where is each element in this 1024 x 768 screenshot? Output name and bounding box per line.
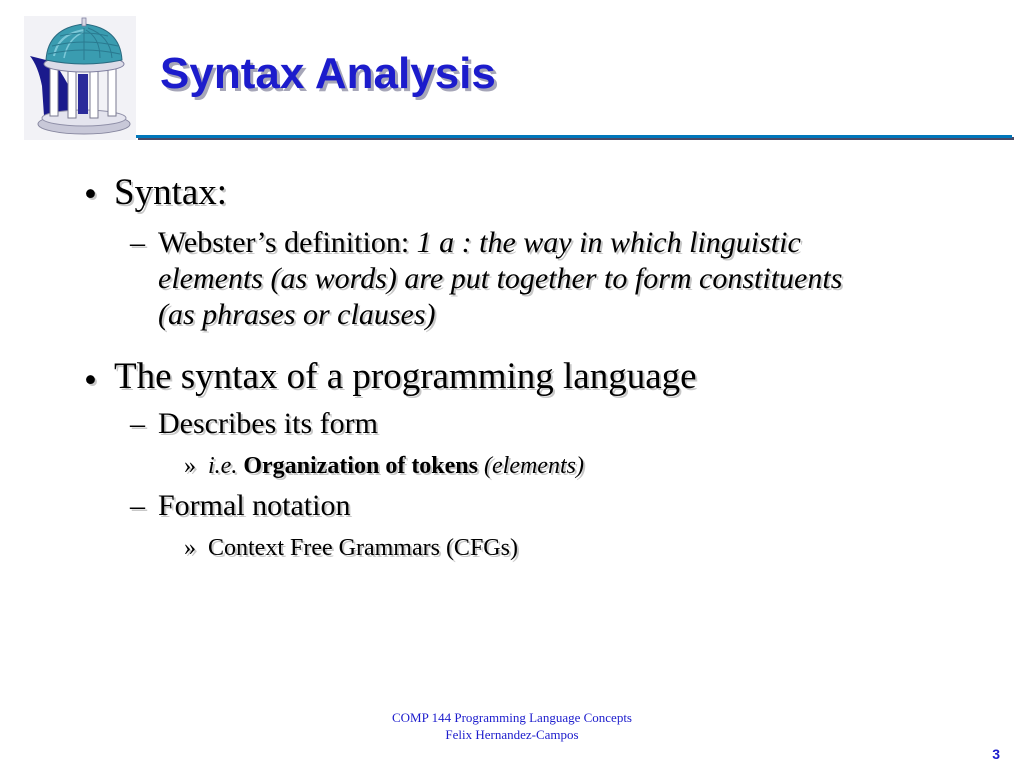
organization-of-tokens [208,451,584,481]
dash-marker: – [130,226,145,259]
dash-marker: – [130,407,145,440]
sub-marker: » [184,453,196,479]
websters-definition-line1 [158,225,801,261]
context-free-grammars: Context Free Grammars (CFGs) [208,535,518,561]
formal-notation: Formal notation [158,489,351,522]
websters-definition-line2: elements (as words) are put together to form constituents [158,262,843,295]
bullet-marker: • [84,174,97,215]
slide-title: Syntax Analysis [160,49,496,98]
footer-course: COMP 144 Programming Language Concepts [392,710,632,725]
definition-prefix: Webster’s definition: [158,226,410,259]
bullet-syntax: Syntax: [114,172,228,213]
definition-italic-start: 1 a : the way in which linguistic [416,226,801,259]
describes-its-form: Describes its form [158,407,378,440]
bullet-syntax-of-language: The syntax of a programming language [114,356,697,397]
ie-prefix: i.e. [208,453,238,479]
sub-marker: » [184,535,196,561]
websters-definition-line3: (as phrases or clauses) [158,298,436,331]
footer-author: Felix Hernandez-Campos [445,727,579,742]
elements-suffix: (elements) [484,453,584,479]
bullet-marker: • [84,360,97,401]
dash-marker: – [130,489,145,522]
page-number: 3 [992,746,1000,762]
organization-of-tokens-bold: Organization of tokens [243,453,478,479]
